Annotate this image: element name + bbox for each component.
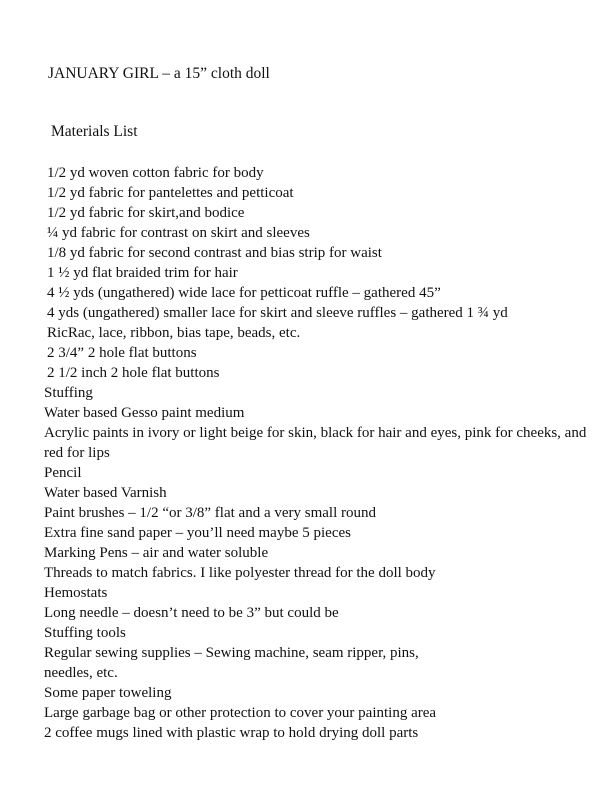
- list-item: 1/2 yd woven cotton fabric for body: [47, 165, 264, 181]
- list-item: 2 1/2 inch 2 hole flat buttons: [47, 365, 220, 381]
- list-item: Paint brushes – 1/2 “or 3/8” flat and a very small round: [44, 505, 377, 521]
- list-item: Long needle – doesn’t need to be 3” but could be: [44, 605, 339, 621]
- list-item: Stuffing tools: [44, 625, 126, 641]
- list-item: 2 3/4” 2 hole flat buttons: [47, 345, 197, 361]
- list-item: 1/2 yd fabric for skirt,and bodice: [47, 205, 245, 221]
- list-item: Water based Varnish: [44, 485, 167, 501]
- list-item: Stuffing: [44, 385, 93, 401]
- materials-list-heading: Materials List: [51, 123, 138, 140]
- list-item: Marking Pens – air and water soluble: [44, 545, 269, 561]
- materials-list: [44, 163, 594, 743]
- list-item: ¼ yd fabric for contrast on skirt and sleeves: [47, 225, 310, 241]
- list-item: 4 yds (ungathered) smaller lace for skirt and sleeve ruffles – gathered 1 ¾ yd: [47, 305, 508, 321]
- list-item: Acrylic paints in ivory or light beige for skin, black for hair and eyes, pink for cheeks, and red for lips: [44, 425, 587, 461]
- list-item: Some paper toweling: [44, 685, 172, 701]
- list-item: Pencil: [44, 465, 82, 481]
- list-item: Regular sewing supplies – Sewing machine, seam ripper, pins,: [44, 645, 419, 661]
- list-item: 1/2 yd fabric for pantelettes and petticoat: [47, 185, 294, 201]
- list-item: RicRac, lace, ribbon, bias tape, beads, etc.: [47, 325, 301, 341]
- list-item: Large garbage bag or other protection to cover your painting area: [44, 705, 437, 721]
- list-item: Hemostats: [44, 585, 108, 601]
- list-item: 1 ½ yd flat braided trim for hair: [47, 265, 238, 281]
- list-item: Water based Gesso paint medium: [44, 405, 245, 421]
- list-item: 2 coffee mugs lined with plastic wrap to hold drying doll parts: [44, 725, 419, 741]
- list-item-continuation: needles, etc.: [44, 665, 118, 681]
- list-item: 4 ½ yds (ungathered) wide lace for petticoat ruffle – gathered 45”: [47, 285, 441, 301]
- list-item: 1/8 yd fabric for second contrast and bias strip for waist: [47, 245, 382, 261]
- list-item: Threads to match fabrics. I like polyester thread for the doll body: [44, 565, 436, 581]
- document-title: JANUARY GIRL – a 15” cloth doll: [48, 65, 270, 82]
- list-item: Extra fine sand paper – you’ll need maybe 5 pieces: [44, 525, 351, 541]
